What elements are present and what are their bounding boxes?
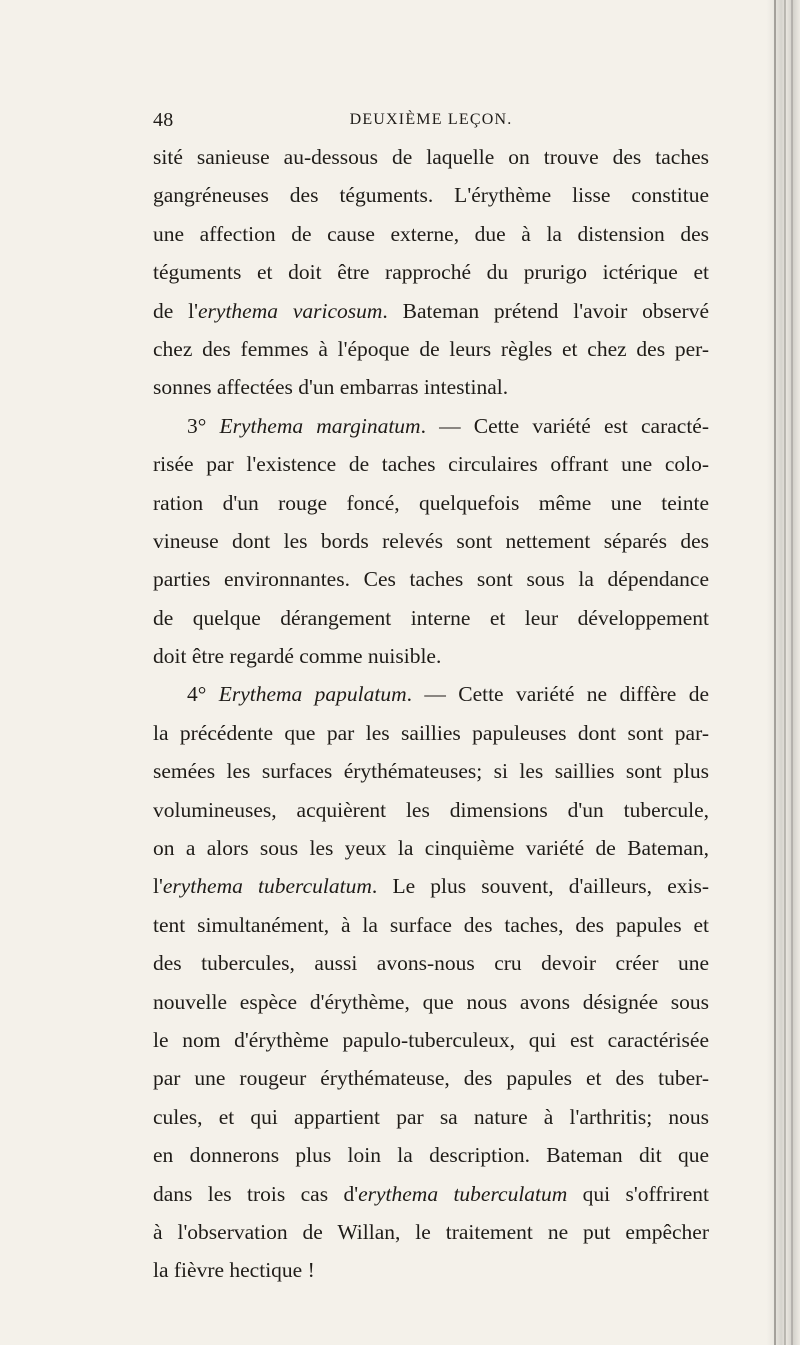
text-line: on a alors sous les yeux la cinquième variété de Bateman,	[153, 836, 709, 861]
text-line: gangréneuses des téguments. L'érythème lisse constitue	[153, 183, 709, 208]
page-edge-line	[784, 0, 786, 1345]
text-line: risée par l'existence de taches circulaires offrant une colo-	[153, 452, 709, 477]
latin-term: erythema varicosum	[198, 298, 383, 323]
text-line: tent simultanément, à la surface des taches, des papules et	[153, 912, 709, 937]
text-line: de l'erythema varicosum. Bateman prétend l'avoir observé	[153, 298, 709, 323]
text-line: sité sanieuse au-dessous de laquelle on trouve des taches	[153, 145, 709, 169]
page-edge-line	[774, 0, 776, 1345]
text-line: chez des femmes à l'époque de leurs règles et chez des per-	[153, 336, 709, 361]
latin-term: Erythema marginatum	[219, 413, 421, 438]
text-line: dans les trois cas d'erythema tuberculatum qui s'offrirent	[153, 1181, 709, 1206]
text-line: nouvelle espèce d'érythème, que nous avons désignée sous	[153, 989, 709, 1014]
page-edge-line	[791, 0, 793, 1345]
body-text	[153, 138, 709, 1290]
text-line: par une rougeur érythémateuse, des papules et des tuber-	[153, 1066, 709, 1091]
text-line: le nom d'érythème papulo-tuberculeux, qui est caractérisée	[153, 1027, 709, 1052]
text-line: à l'observation de Willan, le traitement ne put empêcher	[153, 1219, 709, 1244]
text-line: parties environnantes. Ces taches sont sous la dépendance	[153, 567, 709, 592]
text-line: sonnes affectées d'un embarras intestinal.	[153, 375, 509, 400]
latin-term: erythema tuberculatum	[358, 1181, 568, 1206]
text-line: 4° Erythema papulatum. — Cette variété ne diffère de	[187, 682, 709, 707]
text-line: vineuse dont les bords relevés sont nettement séparés des	[153, 528, 709, 553]
text-line: la précédente que par les saillies papuleuses dont sont par-	[153, 720, 709, 745]
text-line: une affection de cause externe, due à la distension des	[153, 221, 709, 246]
text-line: en donnerons plus loin la description. Bateman dit que	[153, 1143, 709, 1168]
text-line: la fièvre hectique !	[153, 1258, 315, 1283]
text-line: cules, et qui appartient par sa nature à l'arthritis; nous	[153, 1104, 709, 1129]
text-line: des tubercules, aussi avons-nous cru devoir créer une	[153, 951, 709, 976]
latin-term: Erythema papulatum	[218, 682, 407, 707]
page-number: 48	[153, 109, 174, 131]
page-header	[153, 109, 709, 137]
text-line: volumineuses, acquièrent les dimensions d'un tubercule,	[153, 797, 709, 822]
text-line: 3° Erythema marginatum. — Cette variété est caracté-	[187, 413, 709, 438]
running-head: DEUXIÈME LEÇON.	[349, 111, 513, 128]
text-line: ration d'un rouge foncé, quelquefois même une teinte	[153, 490, 709, 515]
text-line: de quelque dérangement interne et leur développement	[153, 605, 709, 630]
text-line: téguments et doit être rapproché du prurigo ictérique et	[153, 260, 709, 285]
page-edge-shadow	[766, 0, 800, 1345]
text-line: l'erythema tuberculatum. Le plus souvent, d'ailleurs, exis-	[153, 874, 709, 899]
latin-term: erythema tuberculatum	[162, 874, 372, 899]
text-line: semées les surfaces érythémateuses; si les saillies sont plus	[153, 759, 709, 784]
text-line: doit être regardé comme nuisible.	[153, 644, 442, 669]
